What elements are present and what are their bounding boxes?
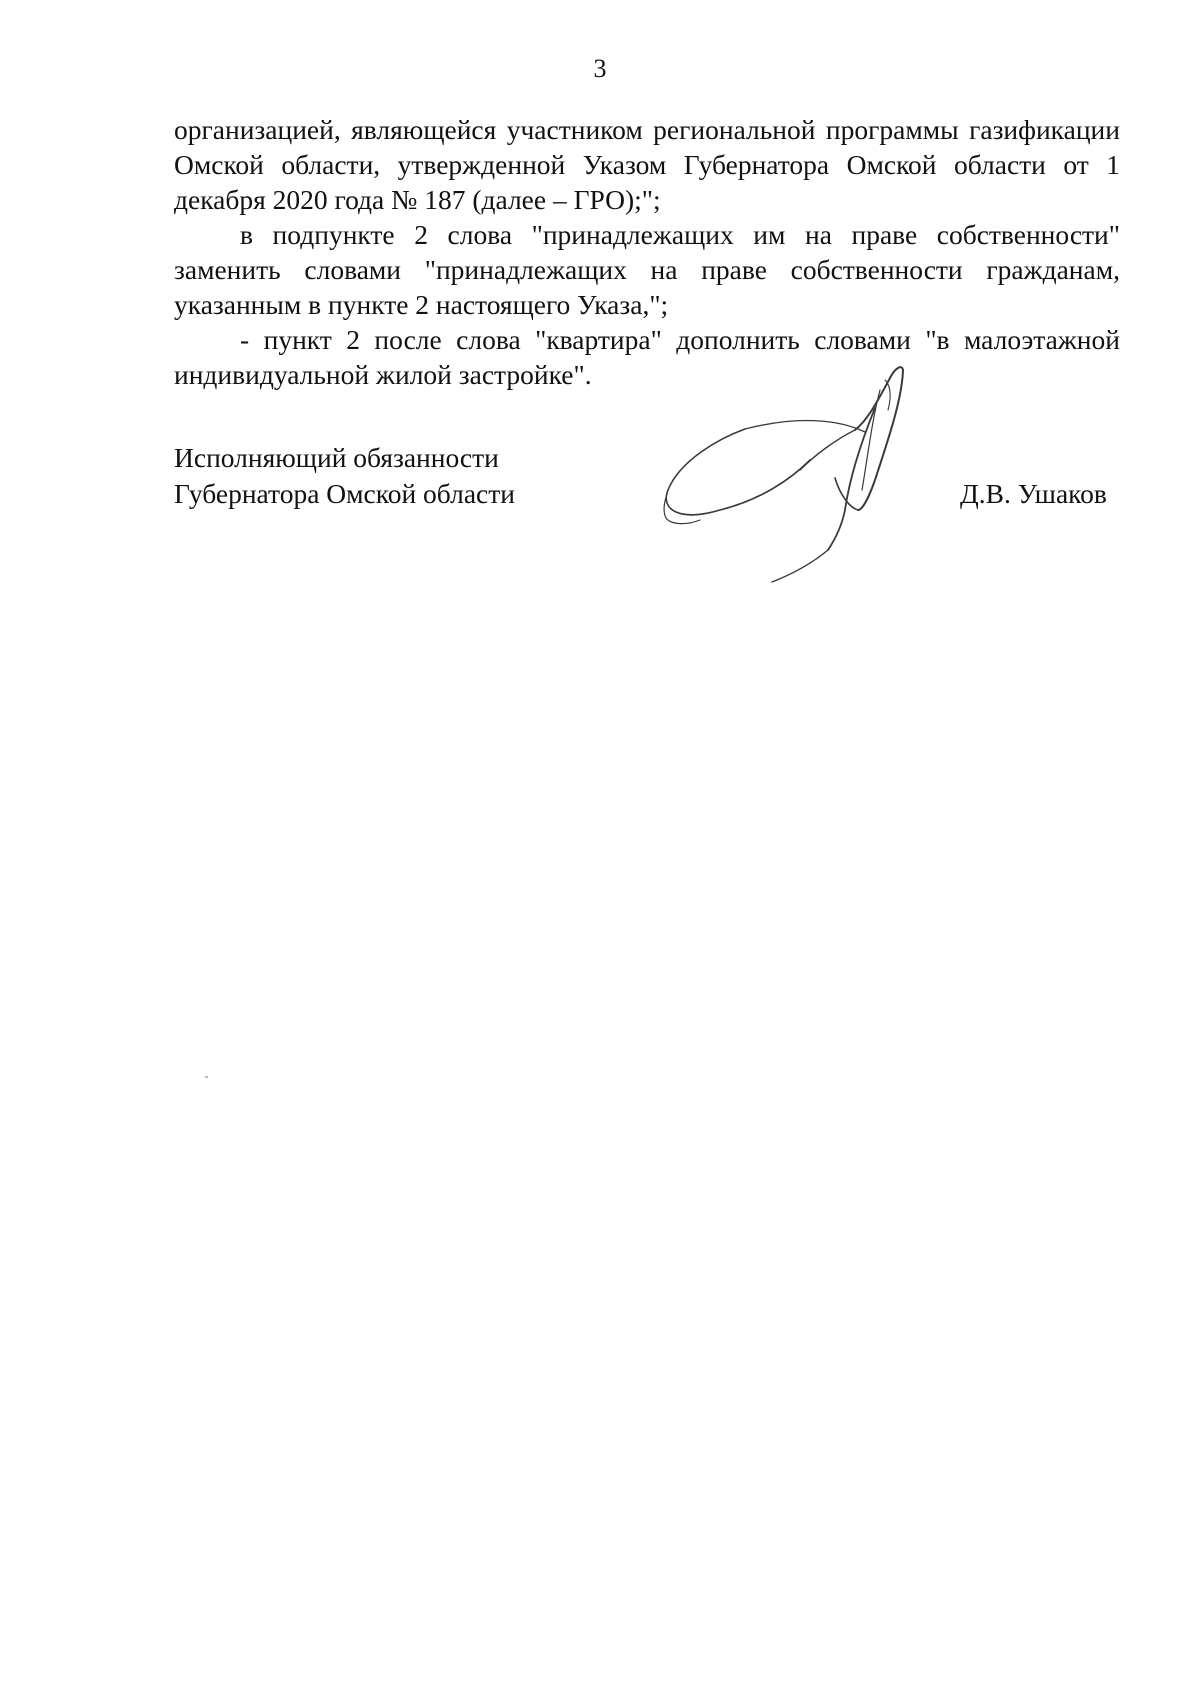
paragraph-subpoint-amendment: в подпункте 2 слова "принадлежащих им на праве собственности" заменить словами "принадлежащих на праве собственности гражданам, указанным в пункте 2 настоящего Указа,"; — [174, 219, 1120, 320]
signatory-position-line-1: Исполняющий обязанности — [174, 442, 499, 473]
paragraph-continuation: организацией, являющейся участником региональной программы газификации Омской области, утвержденной Указом Губернатора Омской области от 1 декабря 2020 года № 187 (далее – ГРО);"; — [174, 114, 1120, 215]
paragraph-point-amendment: - пункт 2 после слова "квартира" дополнить словами "в малоэтажной индивидуальной жилой застройке". — [174, 324, 1120, 390]
signatory-position — [174, 440, 515, 512]
handwritten-signature — [640, 360, 970, 590]
signer-name: Д.В. Ушаков — [960, 478, 1107, 509]
document-body — [174, 112, 1120, 392]
scan-speck — [205, 1076, 208, 1078]
signatory-position-line-2: Губернатора Омской области — [174, 478, 515, 509]
page-number: 3 — [593, 54, 607, 83]
